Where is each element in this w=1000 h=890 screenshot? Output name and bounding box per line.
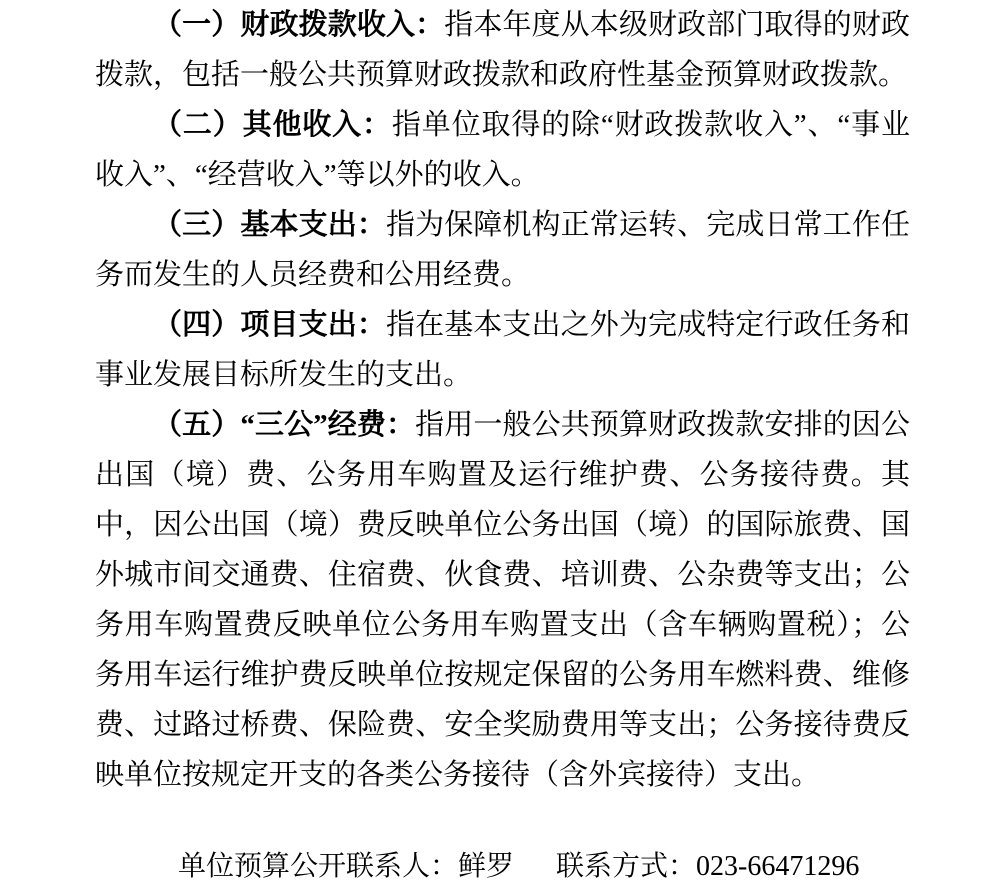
paragraph-body: 指为保障机构正常运转、完成日常工作任务而发生的人员经费和公用经费。 bbox=[95, 209, 910, 291]
paragraph-body: 指在基本支出之外为完成特定行政任务和事业发展目标所发生的支出。 bbox=[95, 309, 910, 391]
paragraph-heading: （五）“三公”经费： bbox=[153, 409, 416, 441]
definition-paragraph-fiscal-appropriation-income bbox=[95, 0, 910, 100]
paragraph-body: 指单位取得的除“财政拨款收入”、“事业收入”、“经营收入”等以外的收入。 bbox=[95, 109, 910, 191]
paragraph-heading: （三）基本支出： bbox=[153, 209, 386, 241]
paragraph-heading: （四）项目支出： bbox=[153, 309, 386, 341]
paragraph-heading: （二）其他收入： bbox=[153, 109, 392, 141]
definition-paragraph-other-income bbox=[95, 100, 910, 200]
definition-paragraph-project-expenditure bbox=[95, 300, 910, 400]
contact-person-text: 单位预算公开联系人：鲜罗 bbox=[178, 851, 515, 882]
paragraph-body: 指用一般公共预算财政拨款安排的因公出国（境）费、公务用车购置及运行维护费、公务接待费。其中，因公出国（境）费反映单位公务出国（境）的国际旅费、国外城市间交通费、住宿费、伙食费、培训费、公杂费等支出；公务用车购置费反映单位公务用车购置支出（含车辆购置税）；公务用车运行维护费反映单位按规定保留的公务用车燃料费、维修费、过路过桥费、保险费、安全奖励费用等支出；公务接待费反映单位按规定开支的各类公务接待（含外宾接待）支出。 bbox=[95, 409, 910, 791]
definition-paragraph-basic-expenditure bbox=[95, 200, 910, 300]
contact-phone-text: 联系方式：023-66471296 bbox=[556, 851, 860, 882]
paragraph-body: 指本年度从本级财政部门取得的财政拨款，包括一般公共预算财政拨款和政府性基金预算财政拨款。 bbox=[95, 9, 910, 91]
definition-paragraph-three-public-funds bbox=[95, 400, 910, 800]
paragraph-heading: （一）财政拨款收入： bbox=[153, 9, 445, 41]
document-body bbox=[95, 0, 910, 887]
footer-contact-line bbox=[95, 847, 910, 887]
